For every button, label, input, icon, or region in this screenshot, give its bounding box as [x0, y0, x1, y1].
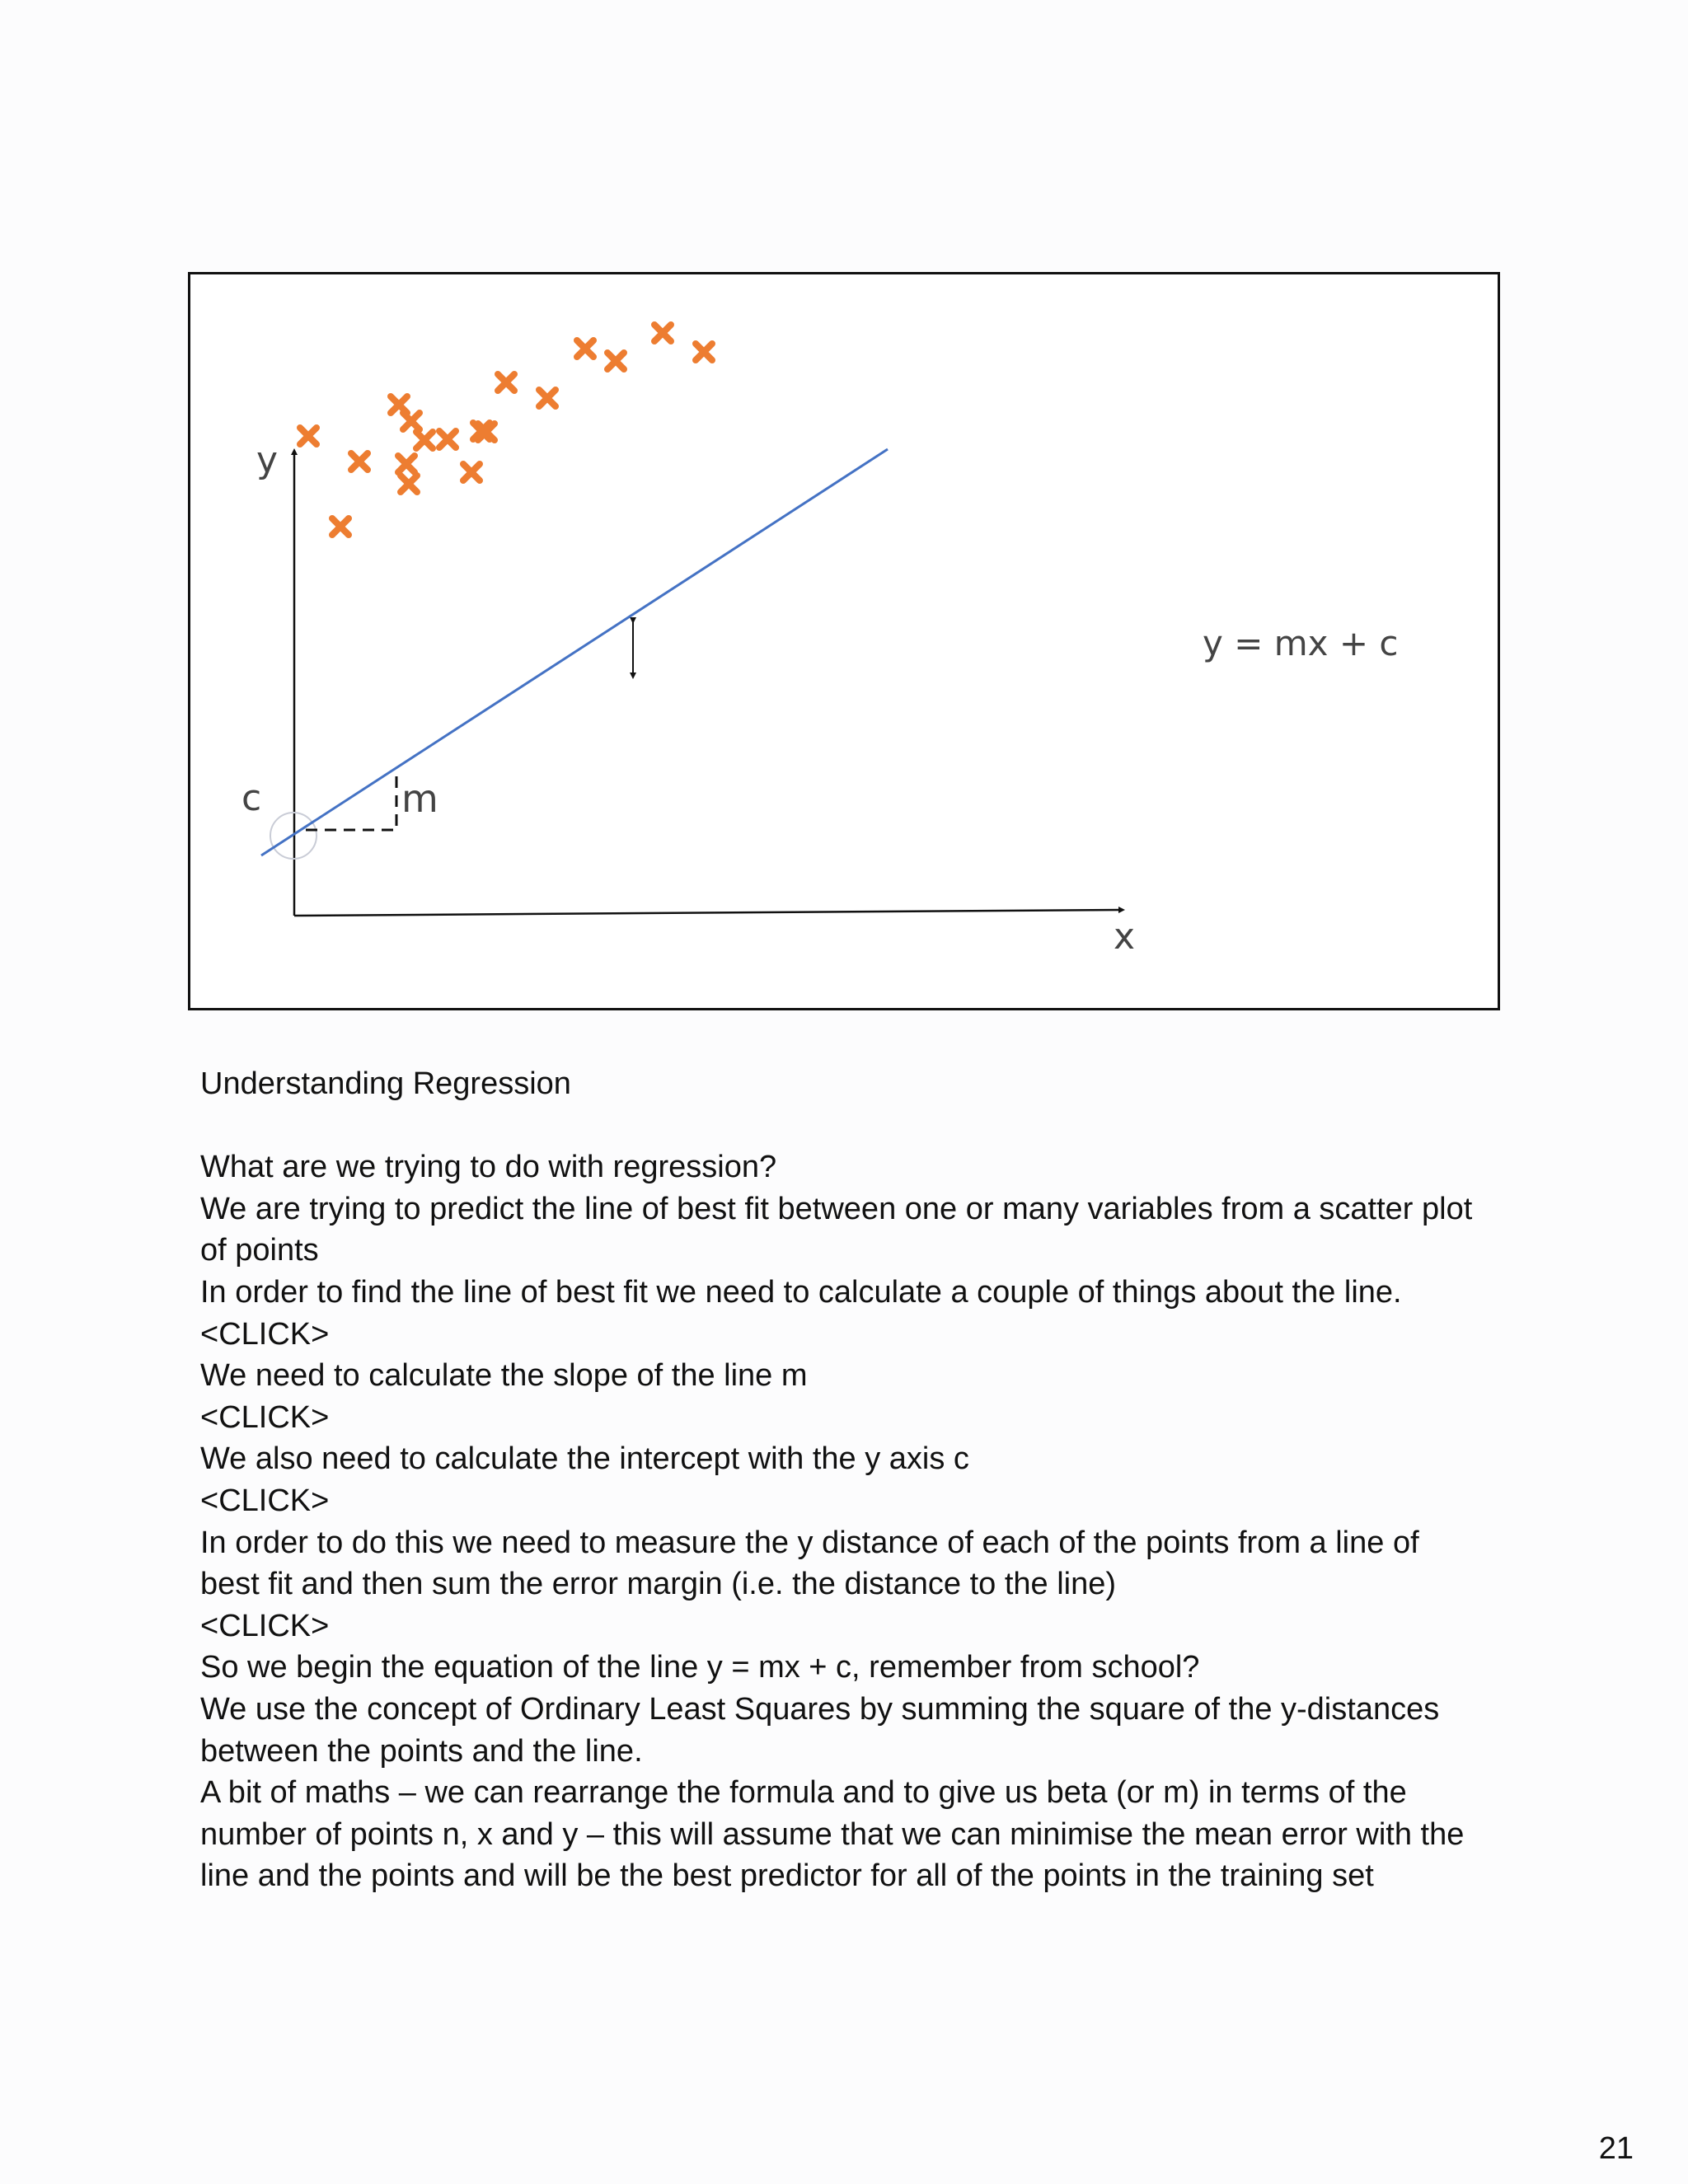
cross-marker-icon	[577, 340, 593, 357]
notes-body	[200, 1146, 1486, 1897]
notes-line: What are we trying to do with regression?	[200, 1150, 777, 1185]
cross-marker-icon	[439, 431, 456, 448]
notes-line: <CLICK>	[200, 1483, 330, 1518]
page-number: 21	[1598, 2131, 1634, 2166]
y-axis-label: y	[256, 439, 279, 481]
cross-marker-icon	[498, 374, 514, 391]
notes-line: We also need to calculate the intercept with the y axis c	[200, 1441, 969, 1477]
notes-line: So we begin the equation of the line y = mx + c, remember from school?	[200, 1650, 1200, 1685]
equation-label: y = mx + c	[1203, 623, 1399, 663]
cross-marker-icon	[416, 432, 433, 448]
notes-line: <CLICK>	[200, 1316, 330, 1352]
scatter-points	[300, 325, 712, 535]
regression-diagram	[190, 274, 1498, 1008]
cross-marker-icon	[696, 344, 712, 360]
notes-line: We are trying to predict the line of best fit between one or many variables from a scatter plot of points	[200, 1191, 1473, 1268]
cross-marker-icon	[463, 464, 480, 480]
notes-line: <CLICK>	[200, 1608, 330, 1643]
cross-marker-icon	[654, 325, 671, 341]
speaker-notes	[200, 1063, 1486, 1897]
cross-marker-icon	[401, 476, 417, 492]
cross-marker-icon	[398, 456, 415, 472]
cross-marker-icon	[300, 428, 316, 444]
x-axis	[294, 910, 1122, 916]
slope-label: m	[401, 776, 438, 821]
notes-line: <CLICK>	[200, 1399, 330, 1435]
notes-line: In order to do this we need to measure the y distance of each of the points from a line of best fit and then sum the error margin (i.e. the distance to the line)	[200, 1525, 1419, 1602]
best-fit-line	[261, 449, 888, 855]
cross-marker-icon	[539, 390, 556, 406]
cross-marker-icon	[403, 413, 420, 429]
cross-marker-icon	[332, 518, 349, 535]
slope-triangle	[306, 776, 396, 830]
slide-thumbnail	[188, 272, 1500, 1010]
x-axis-label: x	[1114, 916, 1136, 958]
notes-line: A bit of maths – we can rearrange the formula and to give us beta (or m) in terms of the number of points n, x and y – this will assume that we can minimise the mean error with the line and the points and will be the best predictor for all of the points in the training set	[200, 1775, 1465, 1894]
cross-marker-icon	[351, 453, 368, 470]
notes-title: Understanding Regression	[200, 1066, 571, 1101]
cross-marker-icon	[607, 353, 624, 369]
intercept-label: c	[241, 777, 262, 819]
notes-line: In order to find the line of best fit we need to calculate a couple of things about the line.	[200, 1274, 1402, 1310]
notes-line: We need to calculate the slope of the line m	[200, 1358, 808, 1394]
notes-line: We use the concept of Ordinary Least Squares by summing the square of the y-distances between the points and the line.	[200, 1691, 1440, 1769]
